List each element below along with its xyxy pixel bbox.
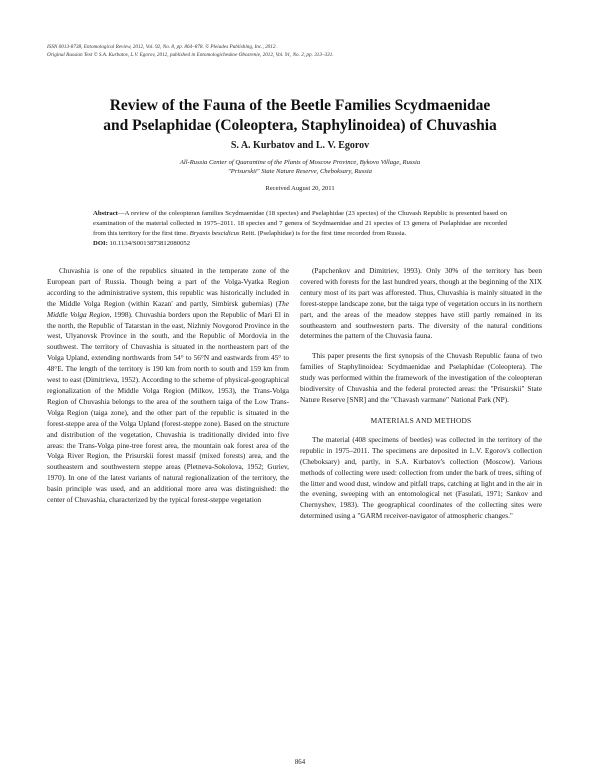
body-text: Chuvashia is one of the republics situated in the temperate zone of the European part of Russia. Though being a part of the Volga-Vyatka Region according to the administrative system, this republic was historically included in the Middle Volga Region (within Kazan' and partly, Simbirsk gubernias) ( [47, 266, 289, 308]
running-header-original: Original Russian Text © S.A. Kurbatov, L.V. Egorov, 2012, published in Entomologicheskoe Obozrenie, 2012, Vol. 91, No. 2, pp. 313–331. [47, 52, 334, 58]
abstract-label: Abstract [93, 210, 118, 217]
body-paragraph: (Papchenkov and Dimitriev, 1993). Only 30% of the territory has been covered with forests for the last hundred years, though at the beginning of the XIX century most of its part was afforested. Thus, Chuvashia is mainly situated in the forest-steppe landscape zone, but the taiga type of vegetation occurs in its northern part, and the areas of the meadow steppes have still partly remained in its southeastern and southwestern parts. The diversity of the natural conditions determines the pattern of the Chuvasia fauna. [300, 266, 542, 341]
author-affiliations [40, 158, 560, 176]
body-text: , 1998). Chuvashia borders upon the Republic of Mari El in the north, the Republic of Tatarstan in the east, Nizhniy Novgorod Province in the west, Ulyanovsk Province in the south, and the Republic of Mordovia in the southwest. The territory of Chuvashia is situated in the northeastern part of the Volga Upland, extending northwards from 54° to 56°N and eastwards from 45° to 48°E. The length of the territory is 190 km from north to south and 159 km from west to east (Dimitrieva, 1952). According to the scheme of physical-geographical regionalization of the Middle Volga Region (Milkov, 1953), the Trans-Volga Region of Chuvashia belongs to the area of the southern taiga of the Low Trans-Volga Region (taiga zone), and the other part of the republic is situated in the forest-steppe area of the Volga Upland (forest-steppe zone). Based on the structure and distribution of the vegetation, Chuvashia is traditionally divided into five areas: the Trans-Volga pine-tree forest area, the mountain oak forest area of the Volga River Region, the Prisurskii forest massif (mixed forests) area, and the southeastern and southwestern steppe areas (Pletneva-Sokolova, 1952; Guriev, 1970). In one of the latest variants of natural regionalization of the territory, the basin principle was used, and an additional more area was distinguished: the center of Chuvashia, characterized by the typical forest-steppe vegetation [47, 309, 289, 505]
article-authors: S. A. Kurbatov and L. V. Egorov [230, 140, 370, 151]
body-paragraph [47, 266, 289, 506]
running-header-issn: ISSN 0013-8738, Entomological Review, 2012, Vol. 92, No. 8, pp. 864–878. © Pleiades Publishing, Inc., 2012. [47, 44, 277, 50]
section-heading: MATERIALS AND METHODS [370, 415, 472, 425]
left-column [47, 266, 289, 506]
received-date: Received August 20, 2011 [265, 185, 335, 192]
affiliation-line: "Prisurskii" State Nature Reserve, Cheboksary, Russia [228, 168, 372, 175]
abstract-text: —A review of the coleopteran families Scydmaenidae (18 species) and Pselaphidae (23 species) of the Chuvash Republic is presented based on examination of the material collected in 1975–2011. 18 species and 7 genera of Scydmaenidae and 21 species of 13 genera of Pselaphidae are recorded from this territory for the first time. [93, 210, 507, 237]
doi-value: 10.1134/S0013873812080052 [109, 240, 191, 247]
article-title-line: and Pselaphidae (Coleoptera, Staphylinoidea) of Chuvashia [103, 117, 497, 134]
body-paragraph: The material (408 specimens of beetles) was collected in the territory of the republic in 1975–2011. The specimens are deposited in L.V. Egorov's collection (Cheboksary) and, partly, in S.A. Kurbatov's collection (Moscow). Various methods of collecting were used: collection from under the bark of trees, sifting of the litter and wood dust, window and pitfall traps, catching at light and in the air in the evening, sweeping with an entomological net (Fasulati, 1971; Sankov and Chernyshev, 1983). The geographical coordinates of the collecting sites were determined using a "GARM receiver-navigator of atmospheric changes." [300, 434, 542, 521]
article-title [40, 96, 560, 136]
body-paragraph: This paper presents the first synopsis of the Chuvash Republic fauna of two families of Staphylinoidea: Scydmaenidae and Pselaphidae (Coleoptera). The study was performed within the framework of the investigation of the coleopteran biodiversity of Chuvashia and the federal protected areas: the "Prisurskii" State Nature Reserve [SNR] and the "Chavash varmane" National Park (NP). [300, 351, 542, 404]
right-column [300, 266, 542, 522]
article-title-line: Review of the Fauna of the Beetle Families Scydmaenidae [109, 97, 491, 114]
body-italic-citation: The Middle Volga Region [47, 298, 289, 319]
doi [93, 239, 507, 248]
abstract-species-name: Bryaxis bescidicus [189, 229, 240, 237]
affiliation-line: All-Russia Center of Quarantine of the Plants of Moscow Province, Bykovo Village, Russia [179, 159, 421, 166]
abstract [93, 209, 507, 238]
doi-label: DOI: [93, 240, 108, 247]
abstract-text-end: Reitt. (Pselaphidae) is for the first time recorded from Russia. [239, 229, 407, 237]
page-number: 864 [294, 759, 306, 766]
